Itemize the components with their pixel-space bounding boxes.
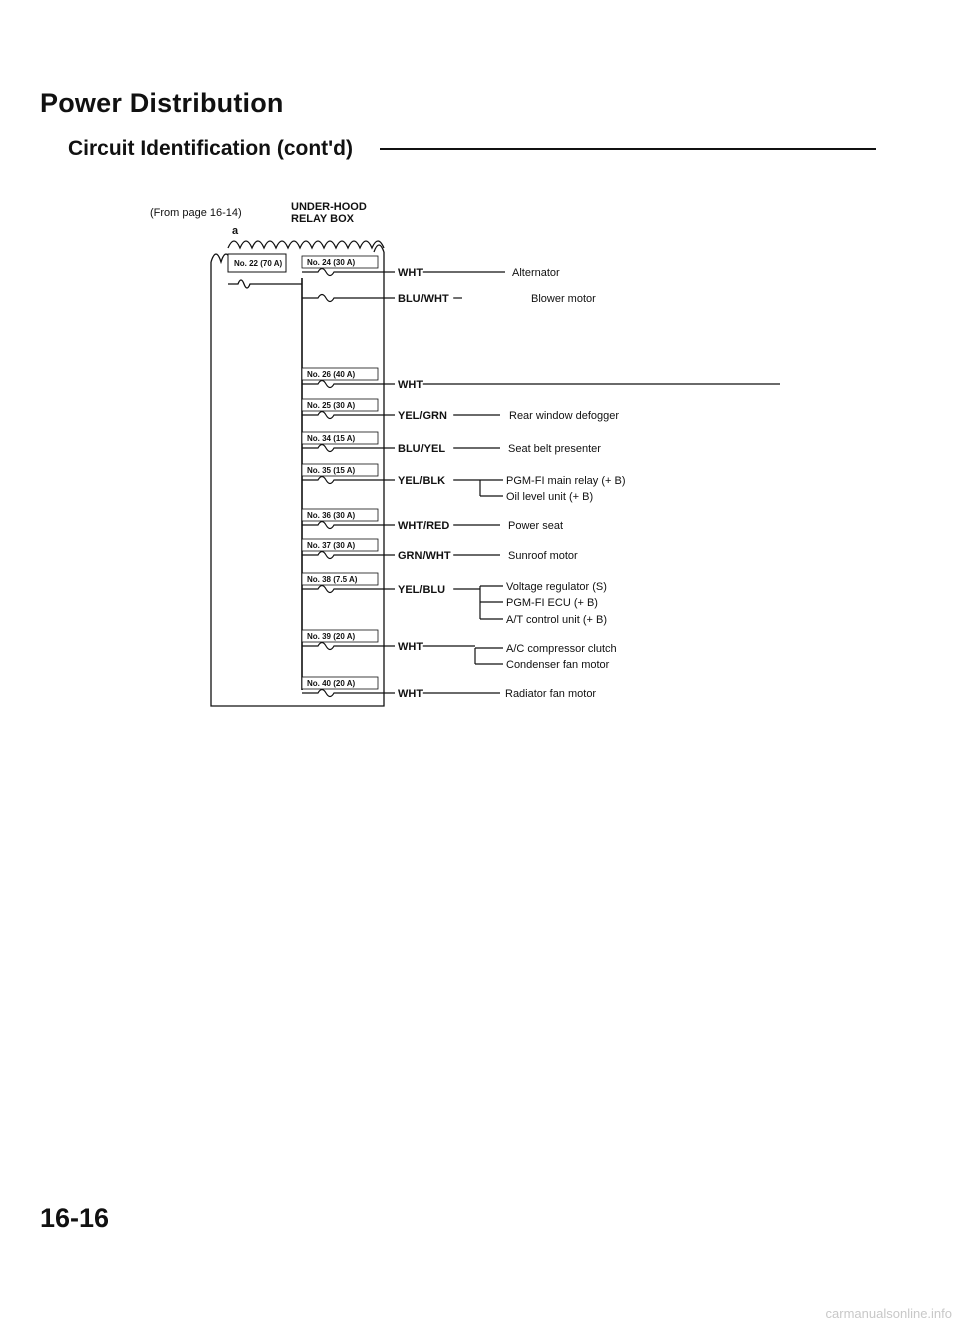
fuse-symbol (302, 269, 395, 276)
component-label: A/C compressor clutch (506, 643, 617, 655)
fuse-symbol (302, 295, 395, 302)
fuse-row (302, 630, 617, 671)
fuse-row (302, 509, 563, 532)
wire-color: YEL/BLK (398, 475, 446, 487)
component-label: Sunroof motor (508, 550, 578, 562)
relay-box-label-line1: UNDER-HOOD (291, 201, 367, 213)
page-subtitle: Circuit Identification (cont'd) (68, 137, 363, 161)
relay-box-label-line2: RELAY BOX (291, 213, 354, 225)
fuse-row (302, 677, 596, 700)
fuse-row (302, 399, 619, 422)
component-label: PGM-FI main relay (+ B) (506, 475, 626, 487)
fuse-row (302, 464, 626, 503)
wire-color: YEL/BLU (398, 584, 446, 596)
wire-color: WHT (398, 688, 424, 700)
wire-color: WHT (398, 267, 424, 279)
main-fuse (228, 254, 302, 288)
component-label: A/T control unit (+ B) (506, 614, 607, 626)
wire-color: WHT/RED (398, 520, 450, 532)
page-number: 16-16 (40, 1203, 110, 1233)
component-label: Voltage regulator (S) (506, 581, 607, 593)
component-label: Oil level unit (+ B) (506, 491, 594, 503)
from-page-label: (From page 16-14) (150, 207, 242, 219)
component-label: Blower motor (531, 293, 596, 305)
component-label: Power seat (508, 520, 564, 532)
fuse-label: No. 34 (15 A) (307, 434, 356, 443)
fuse-row (302, 293, 596, 305)
component-label: Alternator (512, 267, 560, 279)
fuse-label: No. 40 (20 A) (307, 679, 356, 688)
fuse-rows (302, 256, 780, 700)
fuse-row (302, 573, 607, 626)
wire-color: YEL/GRN (398, 410, 447, 422)
wire-color: BLU/WHT (398, 293, 449, 305)
component-label: Seat belt presenter (508, 443, 601, 455)
fuse-symbol (302, 643, 395, 650)
fuse-symbol (302, 690, 395, 697)
page-title: Power Distribution (40, 88, 284, 118)
fuse-row (302, 539, 578, 562)
wire-color: BLU/YEL (398, 443, 446, 455)
fuse-symbol (302, 412, 395, 419)
fuse-label: No. 38 (7.5 A) (307, 575, 358, 584)
fuse-symbol (302, 586, 395, 593)
fuse-label: No. 26 (40 A) (307, 370, 356, 379)
fuse-label: No. 37 (30 A) (307, 541, 356, 550)
fuse-row (302, 432, 601, 455)
main-fuse-label: No. 22 (70 A) (234, 259, 283, 268)
fuse-row (302, 256, 560, 279)
fuse-label: No. 36 (30 A) (307, 511, 356, 520)
fuse-symbol (302, 552, 395, 559)
footer-watermark: carmanualsonline.info (825, 1306, 952, 1321)
fuse-label: No. 24 (30 A) (307, 258, 356, 267)
fuse-symbol (302, 522, 395, 529)
connector-label: a (232, 225, 239, 237)
wire-color: GRN/WHT (398, 550, 451, 562)
fuse-symbol (302, 381, 395, 388)
fuse-row (302, 368, 780, 391)
fuse-label: No. 39 (20 A) (307, 632, 356, 641)
component-label: Radiator fan motor (505, 688, 597, 700)
fuse-label: No. 35 (15 A) (307, 466, 356, 475)
component-label: Rear window defogger (509, 410, 620, 422)
component-label: Condenser fan motor (506, 659, 610, 671)
wire-color: WHT (398, 641, 424, 653)
fuse-label: No. 25 (30 A) (307, 401, 356, 410)
fuse-symbol (302, 477, 395, 484)
component-label: PGM-FI ECU (+ B) (506, 597, 598, 609)
fuse-symbol (302, 445, 395, 452)
wire-color: WHT (398, 379, 424, 391)
